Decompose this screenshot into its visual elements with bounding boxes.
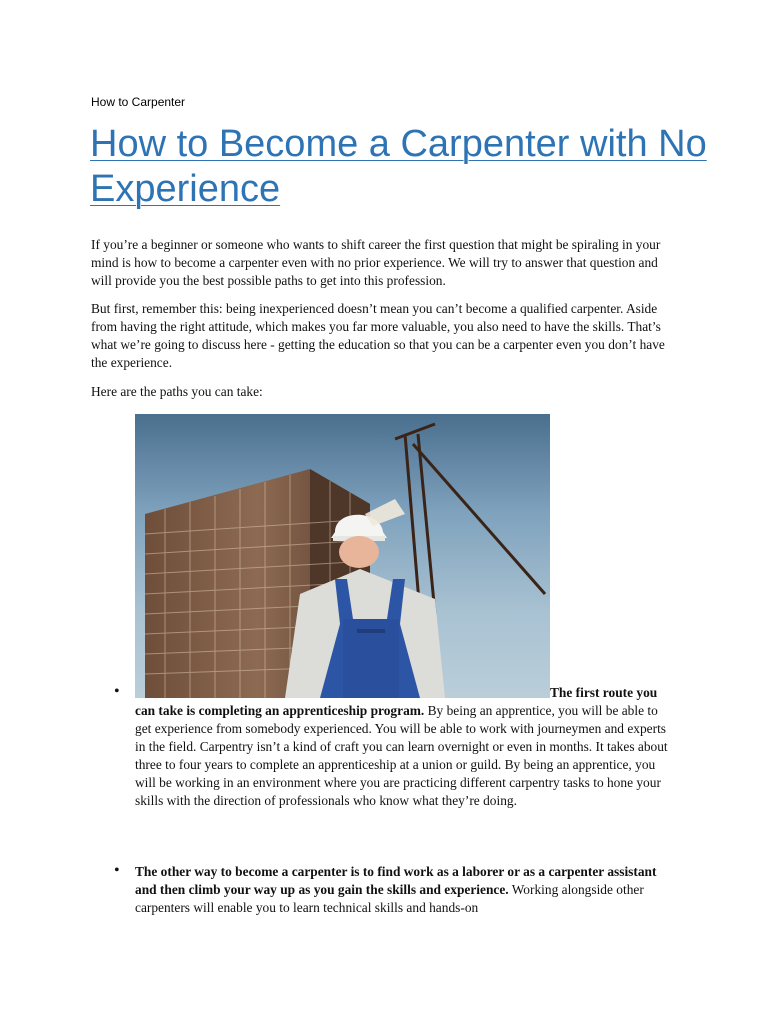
- apprenticeship-rest: [135, 684, 675, 810]
- apprenticeship-body: By being an apprentice, you will be able to get experience from somebody experienced. You will be able to work with journeymen and experts in the field. Carpentry isn’t a kind of craft you can learn overnight or even in months. It takes about three to four years to complete an apprenticeship at a union or guild. By being an apprentice, you will be working in an environment where you are practicing different carpentry tasks to hone your skills with the direction of professionals who know what they’re doing.: [135, 703, 668, 808]
- bullet-marker: •: [114, 683, 120, 700]
- construction-worker-photo: [135, 414, 550, 698]
- paths-intro-paragraph: Here are the paths you can take:: [91, 384, 263, 399]
- bullet-marker: •: [114, 862, 120, 879]
- laborer-item-text: [135, 863, 675, 917]
- apprenticeship-item-text: [135, 684, 675, 810]
- intro-paragraph: If you’re a beginner or someone who wants to shift career the first question that might be spiraling in your mind is how to become a carpenter even with no prior experience. We will try to answer that question and will provide you the best possible paths to get into this profession.: [91, 237, 661, 288]
- laborer-lead: The other way to become a carpenter is to find work as a laborer or as a carpenter assistant and then climb your way up as you gain the skills and experience.: [135, 864, 657, 897]
- crane-shape: [395, 424, 545, 614]
- document-header: How to Carpenter: [91, 95, 186, 109]
- page-title[interactable]: How to Become a Carpenter with No Experience: [90, 123, 707, 210]
- apprenticeship-lead-rest: can take is completing an apprenticeship program.: [135, 703, 425, 718]
- qualification-paragraph: But first, remember this: being inexperienced doesn’t mean you can’t become a qualified carpenter. Aside from having the right attitude, which makes you far more valuable, you also need to have the skills. That’s what we’re going to discuss here - getting the education so that you can be a carpenter even you don’t have the experience.: [91, 301, 665, 370]
- photo-illustration: [135, 414, 550, 698]
- apprenticeship-lead-first-line: The first route you: [550, 685, 658, 700]
- laborer-body: Working alongside other carpenters will enable you to learn technical skills and hands-on: [135, 882, 644, 915]
